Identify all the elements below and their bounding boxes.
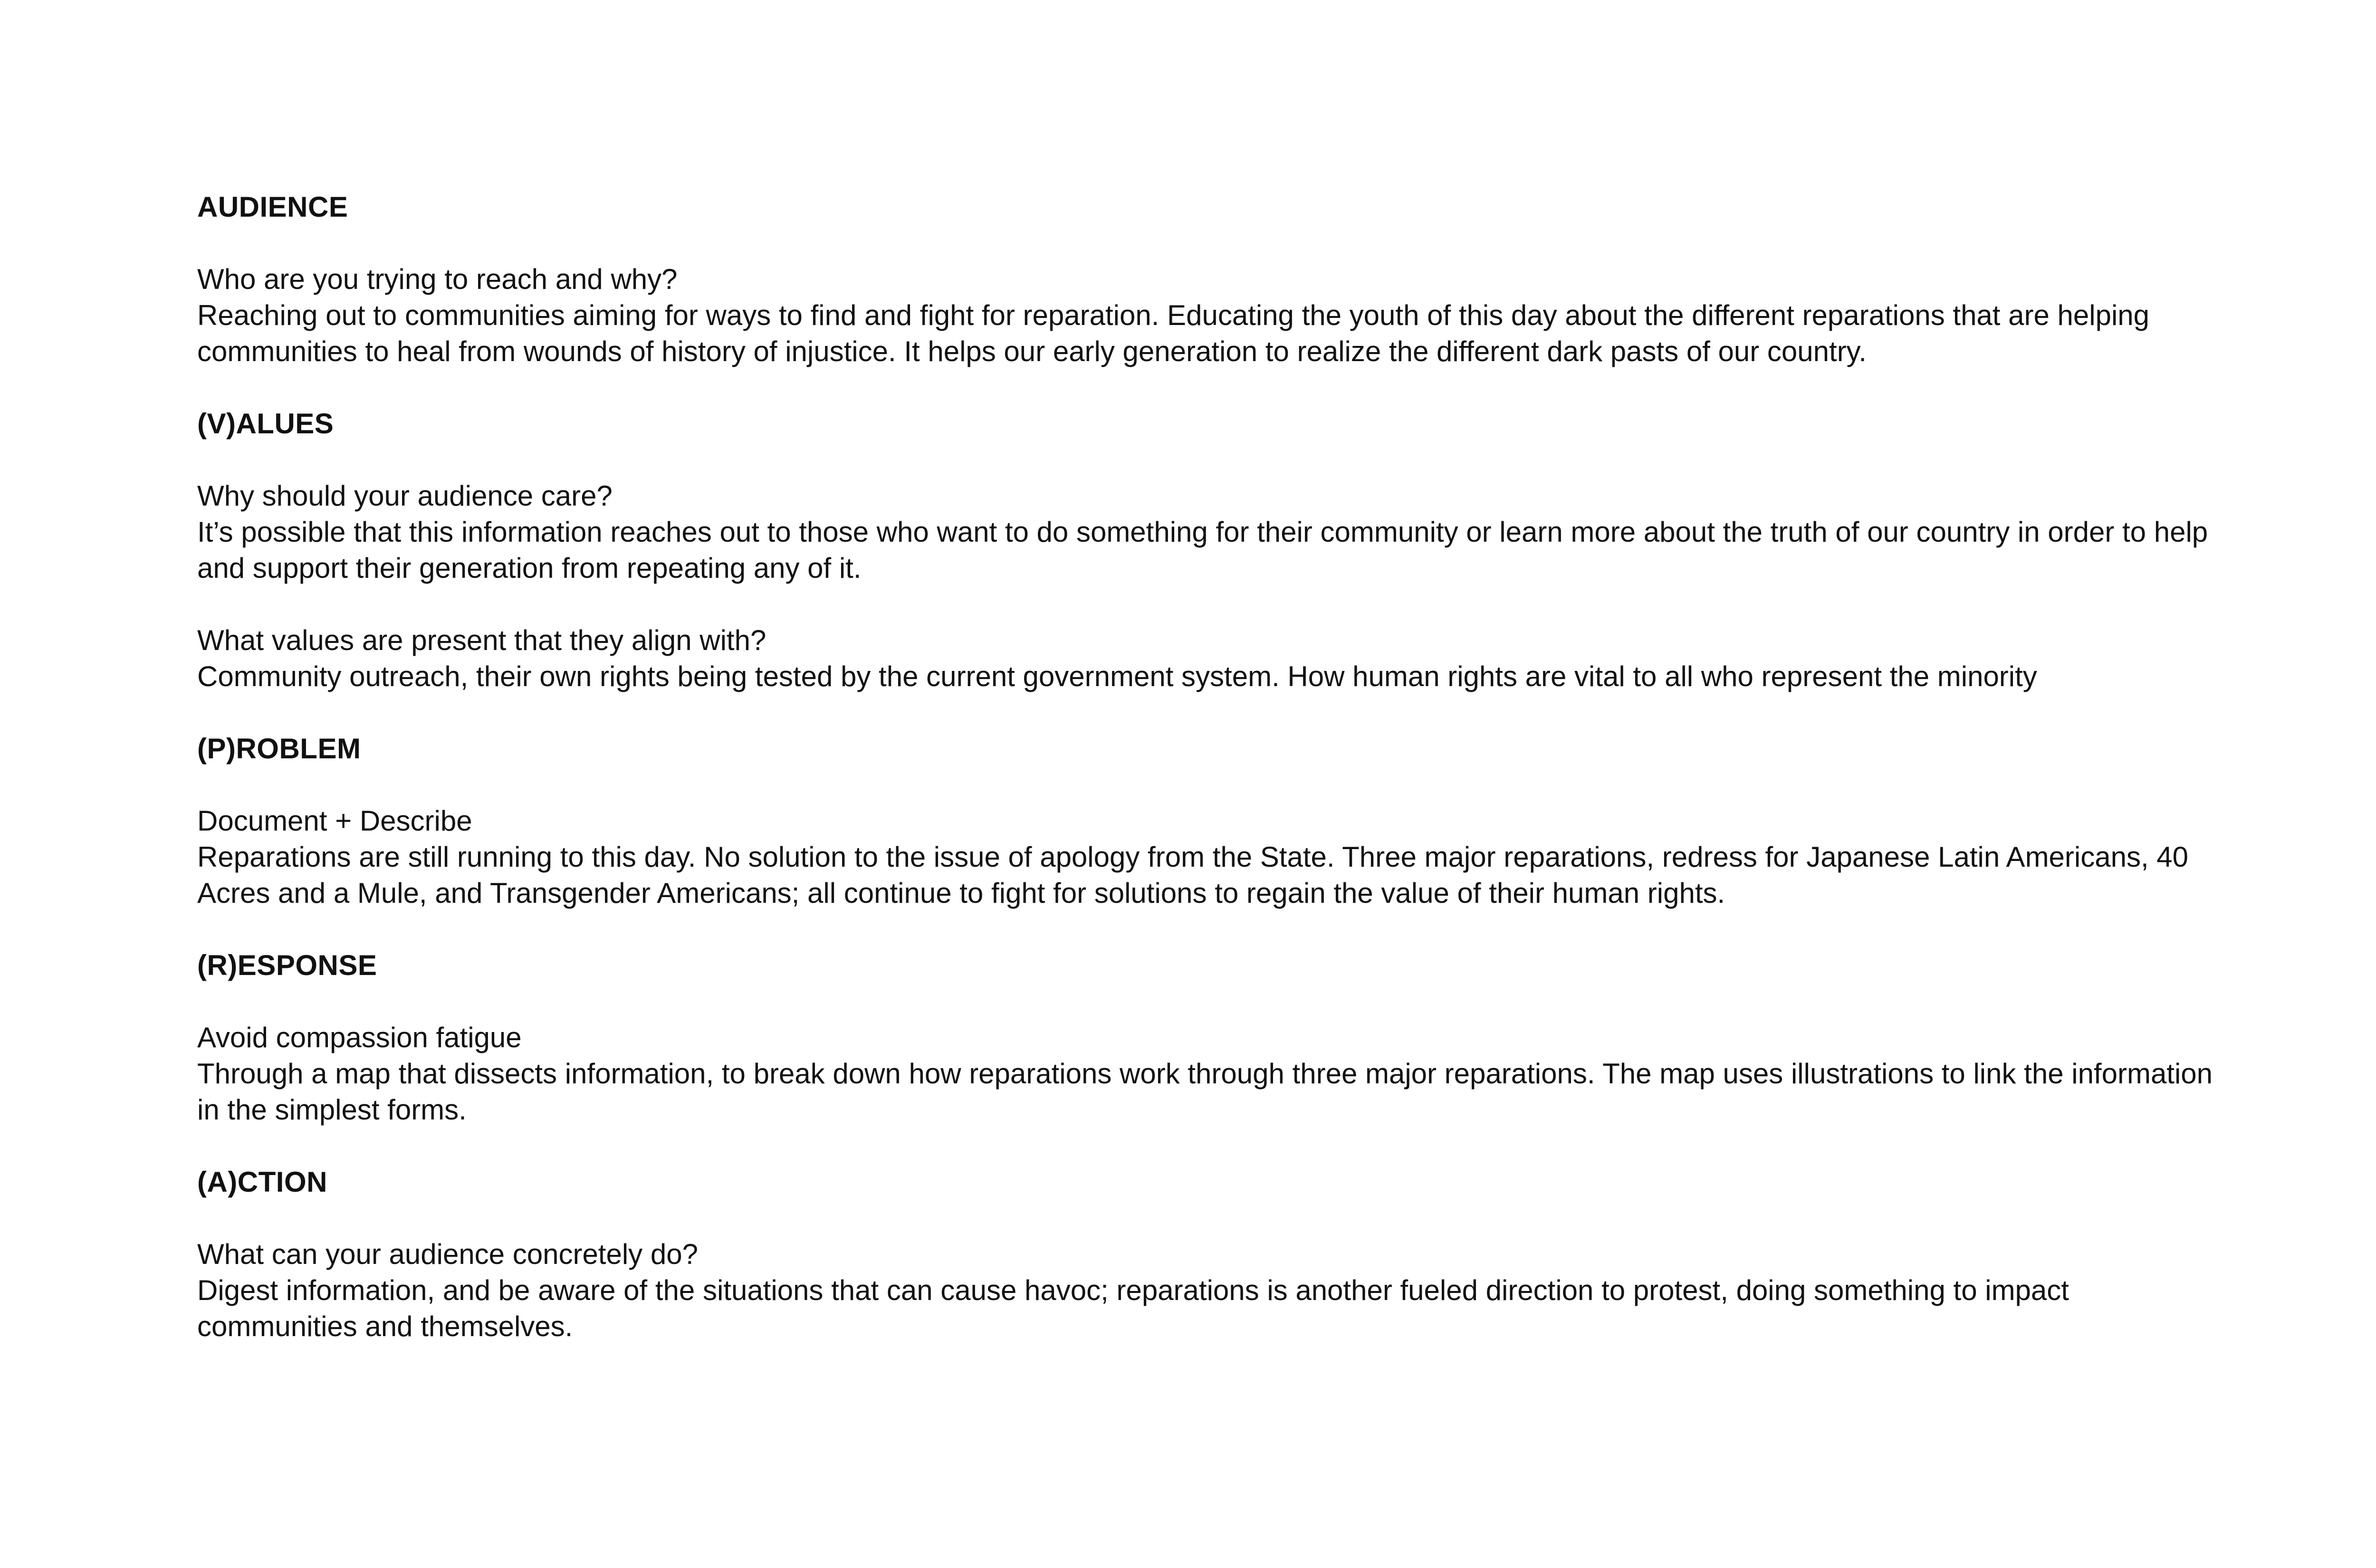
question-text: Avoid compassion fatigue (197, 1022, 522, 1053)
question-text: What values are present that they align with? (197, 624, 766, 656)
section-heading: (R)ESPONSE (197, 949, 377, 981)
section-heading: (P)ROBLEM (197, 733, 361, 765)
section-values (197, 406, 2231, 695)
question-text: Document + Describe (197, 805, 472, 837)
answer-text: Reparations are still running to this day. No solution to the issue of apology from the State. Three major reparations, redress for Japanese Latin Americans, 40 Acres and a Mule, and Transgender Americans; all continue to fight for solutions to regain the value of their human rights. (197, 841, 2189, 909)
answer-text: Reaching out to communities aiming for ways to find and fight for reparation. Educating the youth of this day about the different reparations that are helping communities to heal from wounds of history of injustice. It helps our early generation to realize the different dark pasts of our country. (197, 299, 2150, 367)
document-body (197, 189, 2231, 1345)
question-text: What can your audience concretely do? (197, 1238, 698, 1270)
section-heading: (V)ALUES (197, 408, 334, 440)
answer-text: It’s possible that this information reaches out to those who want to do something for their community or learn more about the truth of our country in order to help and support their generation from repeating any of it. (197, 516, 2208, 584)
section-heading: AUDIENCE (197, 191, 348, 223)
section-heading: (A)CTION (197, 1166, 327, 1198)
answer-text: Community outreach, their own rights being tested by the current government system. How human rights are vital to all who represent the minority (197, 660, 2037, 692)
question-text: Why should your audience care? (197, 480, 613, 512)
section-response (197, 947, 2231, 1128)
answer-text: Through a map that dissects information, to break down how reparations work through three major reparations. The map uses illustrations to link the information in the simplest forms. (197, 1058, 2213, 1126)
answer-text: Digest information, and be aware of the situations that can cause havoc; reparations is another fueled direction to protest, doing something to impact communities and themselves. (197, 1274, 2069, 1342)
section-problem (197, 731, 2231, 911)
question-text: Who are you trying to reach and why? (197, 263, 678, 295)
section-audience (197, 189, 2231, 370)
section-action (197, 1164, 2231, 1345)
